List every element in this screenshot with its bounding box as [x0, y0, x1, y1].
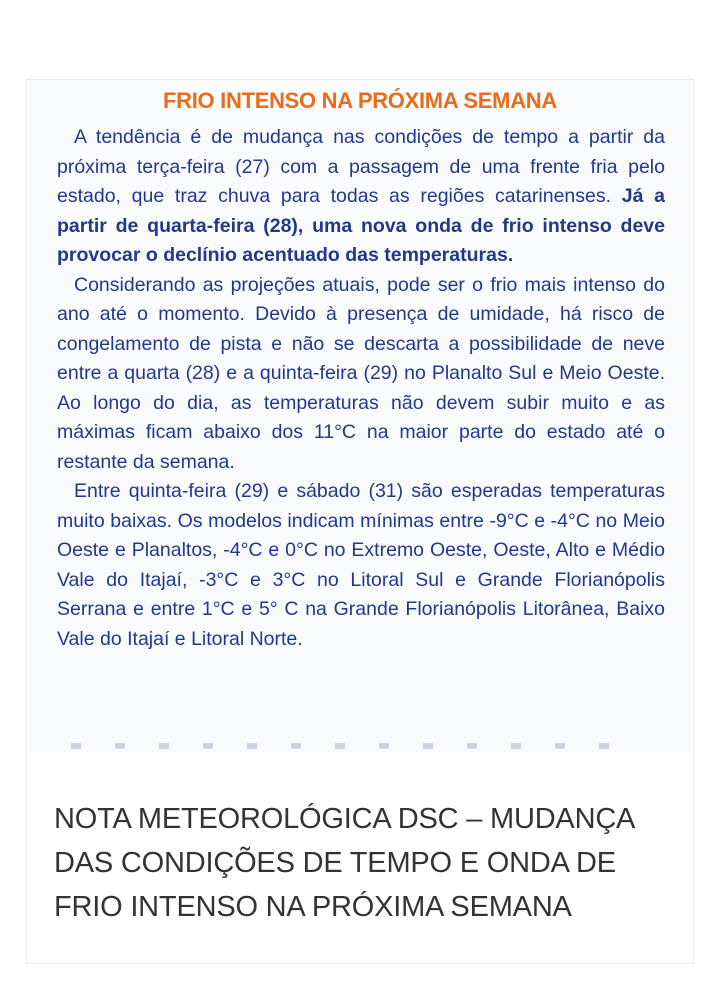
post-title-link[interactable]: NOTA METEOROLÓGICA DSC – MUDANÇA DAS CONDIÇÕES DE TEMPO E ONDA DE FRIO INTENSO NA PRÓXIMA SEMANA: [54, 803, 634, 923]
post-card[interactable]: [26, 79, 694, 964]
paragraph-1-bold: Já a partir de quarta-feira (28), uma nova onda de frio intenso deve provocar o declínio acentuado das temperaturas.: [57, 185, 665, 266]
paragraph-1: [57, 123, 665, 271]
paragraph-2: Considerando as projeções atuais, pode ser o frio mais intenso do ano até o momento. Devido à presença de umidade, há risco de congelamento de pista e não se descarta a possibilidade de neve entre a quarta (28) e a quinta-feira (29) no Planalto Sul e Meio Oeste. Ao longo do dia, as temperaturas não devem subir muito e as máximas ficam abaixo dos 11°C na maior parte do estado até o restante da semana.: [57, 273, 665, 473]
cut-off-text-line: [71, 743, 631, 749]
paragraph-1-plain: A tendência é de mudança nas condições de tempo a partir da próxima terça-feira (27) com a passagem de uma frente fria pelo estado, que traz chuva para todas as regiões catarinenses.: [57, 126, 665, 207]
post-image[interactable]: [27, 80, 693, 752]
image-headline: FRIO INTENSO NA PRÓXIMA SEMANA: [163, 88, 557, 113]
image-article-text: [57, 123, 665, 654]
paragraph-3: Entre quinta-feira (29) e sábado (31) são esperadas temperaturas muito baixas. Os modelos indicam mínimas entre -9°C e -4°C no Meio Oeste e Planaltos, -4°C e 0°C no Extremo Oeste, Oeste, Alto e Médio Vale do Itajaí, -3°C e 3°C no Litoral Sul e Grande Florianópolis Serrana e entre 1°C e 5° C na Grande Florianópolis Litorânea, Baixo Vale do Itajaí e Litoral Norte.: [57, 480, 665, 650]
clipped-title-remnant: [155, 80, 355, 82]
